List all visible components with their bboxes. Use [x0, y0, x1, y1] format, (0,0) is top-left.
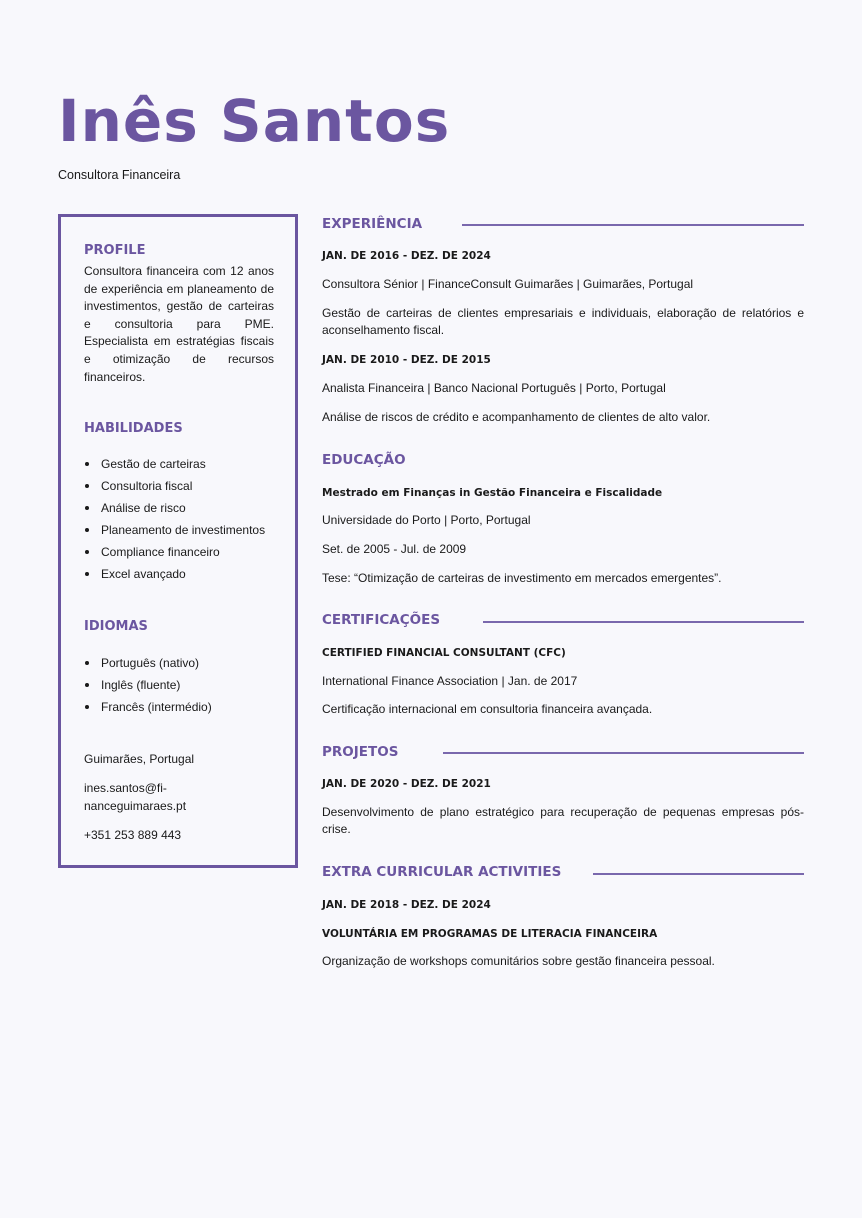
projects-heading: PROJETOS — [322, 744, 399, 760]
skill-item: Análise de risco — [84, 497, 289, 519]
skills-heading: HABILIDADES — [84, 421, 183, 436]
thesis-text: Tese: “Otimização de carteiras de investimento em mercados emergentes”. — [322, 571, 722, 585]
experience-rule — [462, 224, 804, 226]
email-line-1: ines.santos@fi- — [84, 781, 167, 795]
job-role: Analista Financeira | Banco Nacional Português | Porto, Portugal — [322, 381, 666, 395]
languages-heading: IDIOMAS — [84, 619, 148, 634]
job-description: Análise de riscos de crédito e acompanhamento de clientes de alto valor. — [322, 410, 711, 424]
extra-heading: EXTRA CURRICULAR ACTIVITIES — [322, 864, 562, 880]
skill-item: Consultoria fiscal — [84, 475, 289, 497]
extra-rule — [593, 873, 804, 875]
job-title: Consultora Financeira — [58, 168, 181, 182]
email-text[interactable] — [84, 779, 186, 815]
profile-text: Consultora financeira com 12 anos de experiência em planeamento de investimentos, gestão de carteiras e consultoria para PME. Especialista em estratégias fiscais e otimização de recursos financeiros. — [84, 264, 274, 384]
certification-description: Certificação internacional em consultoria financeira avançada. — [322, 702, 653, 716]
job-description: Gestão de carteiras de clientes empresariais e individuais, elaboração de relatórios e aconselhamento fiscal. — [322, 306, 804, 337]
education-heading: EDUCAÇÃO — [322, 452, 406, 468]
location-text: Guimarães, Portugal — [84, 752, 195, 766]
activity-dates: JAN. DE 2018 - DEZ. DE 2024 — [322, 899, 491, 911]
school-name: Universidade do Porto | Porto, Portugal — [322, 513, 531, 527]
job-dates: JAN. DE 2016 - DEZ. DE 2024 — [322, 250, 491, 262]
profile-heading: PROFILE — [84, 243, 146, 258]
phone-text: +351 253 889 443 — [84, 828, 182, 842]
languages-list — [84, 652, 289, 718]
degree-title: Mestrado em Finanças in Gestão Financeira e Fiscalidade — [322, 487, 663, 499]
job-role: Consultora Sénior | FinanceConsult Guimarães | Guimarães, Portugal — [322, 277, 694, 291]
project-dates: JAN. DE 2020 - DEZ. DE 2021 — [322, 778, 491, 790]
certifications-heading: CERTIFICAÇÕES — [322, 612, 441, 628]
language-item: Português (nativo) — [84, 652, 289, 674]
activity-title: VOLUNTÁRIA EM PROGRAMAS DE LITERACIA FINANCEIRA — [322, 928, 658, 940]
certifications-rule — [483, 621, 804, 623]
candidate-name: Inês Santos — [58, 87, 451, 155]
certification-issuer: International Finance Association | Jan. de 2017 — [322, 674, 578, 688]
experience-heading: EXPERIÊNCIA — [322, 216, 423, 232]
skills-list — [84, 453, 289, 585]
language-item: Francês (intermédio) — [84, 696, 289, 718]
job-dates: JAN. DE 2010 - DEZ. DE 2015 — [322, 354, 491, 366]
skill-item: Planeamento de investimentos — [84, 519, 289, 541]
language-item: Inglês (fluente) — [84, 674, 289, 696]
sidebar-panel — [58, 214, 298, 868]
email-line-2: nanceguimaraes.pt — [84, 799, 187, 813]
skill-item: Excel avançado — [84, 563, 289, 585]
project-description: Desenvolvimento de plano estratégico para recuperação de pequenas empresas pós-crise. — [322, 805, 804, 836]
skill-item: Compliance financeiro — [84, 541, 289, 563]
projects-rule — [443, 752, 804, 754]
activity-description: Organização de workshops comunitários sobre gestão financeira pessoal. — [322, 954, 715, 968]
education-dates: Set. de 2005 - Jul. de 2009 — [322, 542, 467, 556]
certification-name: CERTIFIED FINANCIAL CONSULTANT (CFC) — [322, 647, 566, 659]
skill-item: Gestão de carteiras — [84, 453, 289, 475]
